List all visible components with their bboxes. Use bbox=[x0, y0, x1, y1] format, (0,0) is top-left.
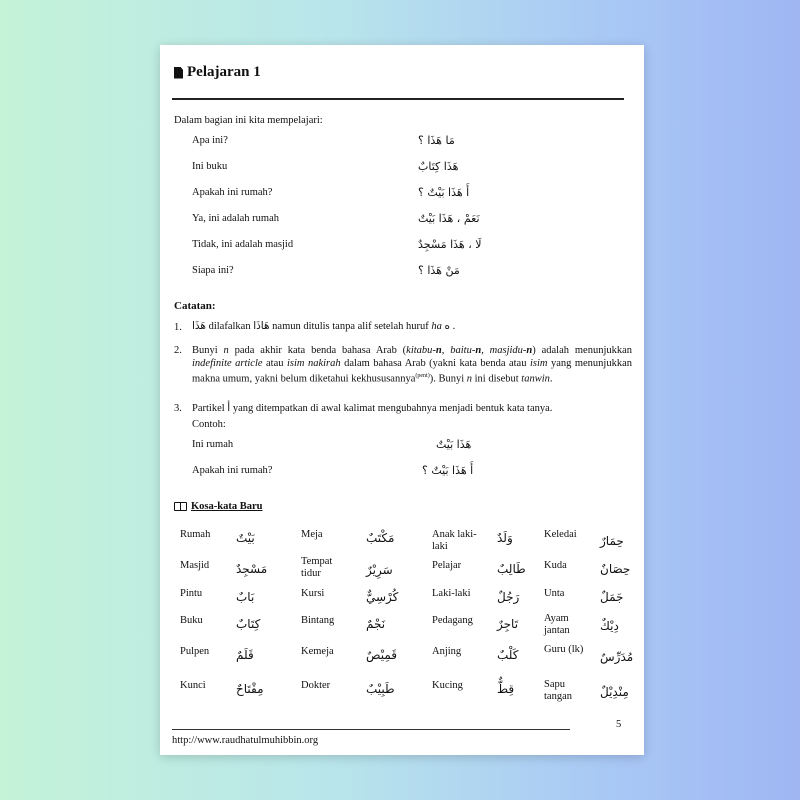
page-number: 5 bbox=[616, 719, 622, 730]
contoh-indonesian: Ini rumah bbox=[192, 439, 234, 450]
note-italic: n bbox=[223, 345, 229, 356]
note-arabic: هَاذَا bbox=[253, 320, 270, 332]
vocab-arabic: بَابٌ bbox=[236, 590, 255, 604]
contoh-label: Contoh: bbox=[192, 419, 226, 430]
vocab-arabic: تَاجِرٌ bbox=[497, 617, 519, 631]
note-text: dalam bahasa Arab (yakni kata benda atau bbox=[340, 358, 530, 369]
note-1 bbox=[192, 320, 632, 333]
example-indonesian: Tidak, ini adalah masjid bbox=[192, 239, 294, 250]
vocab-word: Tempat tidur bbox=[301, 556, 333, 579]
vocab-arabic: مُدَرِّسٌ bbox=[600, 650, 634, 664]
note-text: . bbox=[450, 321, 456, 332]
example-indonesian: Apa ini? bbox=[192, 135, 228, 146]
example-arabic: لَا ، هَذَا مَسْجِدٌ bbox=[418, 238, 482, 251]
example-arabic: مَا هَذَا ؟ bbox=[418, 134, 455, 147]
note-italic: isim nakirah bbox=[286, 358, 341, 369]
document-icon bbox=[174, 67, 183, 79]
vocab-arabic: قَلَمٌ bbox=[236, 648, 254, 662]
note-italic: baitu- bbox=[450, 345, 476, 356]
vocab-arabic: كُرْسِيٌّ bbox=[366, 590, 399, 604]
vocab-word: Sapu tangan bbox=[544, 679, 572, 702]
vocab-word: Pelajar bbox=[432, 560, 462, 571]
note-italic: n bbox=[466, 373, 472, 385]
footer-url[interactable]: http://www.raudhatulmuhibbin.org bbox=[172, 735, 319, 746]
note-arabic: أ bbox=[227, 402, 231, 414]
vocab-arabic: دِيْكٌ bbox=[600, 619, 619, 633]
vocab-arabic: حِمَارٌ bbox=[600, 534, 624, 548]
vocab-word: Kucing bbox=[432, 680, 463, 691]
kosa-kata-heading bbox=[174, 501, 262, 512]
note-text: . bbox=[549, 373, 553, 385]
contoh-arabic: هَذَا بَيْتٌ bbox=[436, 438, 472, 451]
note-text: atau bbox=[262, 358, 287, 369]
note-italic: ha bbox=[431, 321, 442, 332]
note-text: dilafalkan bbox=[205, 321, 254, 332]
vocab-arabic: مَكْتَبٌ bbox=[366, 531, 395, 545]
vocab-word: Pedagang bbox=[432, 615, 473, 626]
note-text: pada akhir kata benda bahasa Arab ( bbox=[228, 345, 407, 356]
vocab-arabic: مِفْتَاحٌ bbox=[236, 682, 264, 696]
lesson-title-text: Pelajaran 1 bbox=[187, 64, 261, 80]
vocab-word: Kunci bbox=[180, 680, 206, 691]
example-indonesian: Siapa ini? bbox=[192, 265, 234, 276]
example-indonesian: Apakah ini rumah? bbox=[192, 187, 273, 198]
contoh-indonesian: Apakah ini rumah? bbox=[192, 465, 273, 476]
vocab-word: Meja bbox=[301, 529, 323, 540]
note-italic: n bbox=[475, 345, 482, 356]
vocab-arabic: طَبِيْبٌ bbox=[366, 682, 395, 696]
note-number: 3. bbox=[174, 403, 182, 414]
vocab-arabic: مِنْدِيْلٌ bbox=[600, 685, 629, 699]
note-text: ini disebut bbox=[472, 373, 522, 385]
vocab-word: Pulpen bbox=[180, 646, 210, 657]
vocab-word: Laki-laki bbox=[432, 588, 471, 599]
lesson-title bbox=[174, 64, 261, 81]
note-text: Bunyi bbox=[192, 345, 224, 356]
example-indonesian: Ya, ini adalah rumah bbox=[192, 213, 279, 224]
title-divider bbox=[172, 98, 624, 100]
example-indonesian: Ini buku bbox=[192, 161, 228, 172]
book-icon bbox=[174, 502, 187, 511]
vocab-arabic: بَيْتٌ bbox=[236, 531, 255, 545]
example-arabic: أَ هَذَا بَيْتٌ ؟ bbox=[418, 186, 470, 199]
vocab-word: Masjid bbox=[180, 560, 210, 571]
vocab-word: Guru (lk) bbox=[544, 644, 584, 655]
vocab-arabic: جَمَلٌ bbox=[600, 590, 624, 604]
note-text: yang ditempatkan di awal kalimat mengubahnya menjadi bentuk kata tanya. bbox=[230, 403, 553, 414]
note-italic: kitabu- bbox=[406, 345, 436, 356]
footer-divider bbox=[172, 729, 570, 730]
vocab-arabic: مَسْجِدٌ bbox=[236, 562, 268, 576]
kosa-kata-title: Kosa-kata Baru bbox=[191, 501, 263, 512]
vocab-arabic: رَجُلٌ bbox=[497, 590, 520, 604]
vocab-word: Ayam jantan bbox=[544, 613, 570, 636]
vocab-word: Kursi bbox=[301, 588, 325, 599]
note-text: namun ditulis tanpa alif setelah huruf bbox=[269, 321, 432, 332]
note-2 bbox=[192, 344, 632, 386]
note-italic: isim bbox=[529, 358, 548, 369]
note-number: 2. bbox=[174, 345, 182, 356]
note-number: 1. bbox=[174, 322, 182, 333]
vocab-arabic: طَالِبٌ bbox=[497, 562, 526, 576]
vocab-word: Keledai bbox=[544, 529, 577, 540]
vocab-arabic: كِتَابٌ bbox=[236, 617, 261, 631]
vocab-word: Unta bbox=[544, 588, 565, 599]
vocab-arabic: وَلَدٌ bbox=[497, 531, 513, 545]
vocab-word: Buku bbox=[180, 615, 203, 626]
vocab-arabic: قَمِيْصٌ bbox=[366, 648, 397, 662]
vocab-word: Pintu bbox=[180, 588, 203, 599]
intro-text: Dalam bagian ini kita mempelajari: bbox=[174, 115, 323, 126]
note-italic: n bbox=[526, 345, 533, 356]
note-italic: indefinite article bbox=[192, 358, 263, 369]
vocab-arabic: حِصَانٌ bbox=[600, 562, 631, 576]
vocab-arabic: كَلْبٌ bbox=[497, 648, 519, 662]
note-text: yang menunjukkan makna umum, yakni belum diketahui kekhususannya bbox=[192, 358, 632, 385]
note-italic: tanwin bbox=[521, 373, 550, 385]
vocab-word: Anak laki-laki bbox=[432, 529, 477, 552]
document-page bbox=[160, 45, 644, 755]
note-text: , bbox=[441, 345, 451, 356]
note-text: ). Bunyi bbox=[429, 373, 467, 385]
vocab-arabic: سَرِيْرٌ bbox=[366, 563, 393, 577]
note-italic: n bbox=[435, 345, 442, 356]
catatan-heading: Catatan: bbox=[174, 300, 216, 312]
example-arabic: نَعَمْ ، هَذَا بَيْتٌ bbox=[418, 212, 480, 225]
vocab-word: Rumah bbox=[180, 529, 211, 540]
vocab-word: Bintang bbox=[301, 615, 335, 626]
note-superscript: (pent) bbox=[415, 373, 430, 379]
example-arabic: هَذَا كِتَابٌ bbox=[418, 160, 459, 173]
example-arabic: مَنْ هَذَا ؟ bbox=[418, 264, 460, 277]
vocab-arabic: قِطٌّ bbox=[497, 682, 515, 696]
contoh-arabic: أَ هَذَا بَيْتٌ ؟ bbox=[422, 464, 474, 477]
vocab-word: Kuda bbox=[544, 560, 567, 571]
vocab-word: Anjing bbox=[432, 646, 462, 657]
note-text: Partikel bbox=[192, 403, 228, 414]
vocab-word: Dokter bbox=[301, 680, 331, 691]
vocab-arabic: نَجْمٌ bbox=[366, 617, 386, 631]
note-text: , bbox=[481, 345, 490, 356]
vocab-word: Kemeja bbox=[301, 646, 334, 657]
note-text: ) adalah menunjukkan bbox=[532, 345, 633, 356]
note-arabic: ه bbox=[444, 320, 451, 332]
note-italic: masjidu- bbox=[489, 345, 527, 356]
note-3 bbox=[192, 402, 632, 415]
note-arabic: هَذَا bbox=[192, 320, 206, 332]
